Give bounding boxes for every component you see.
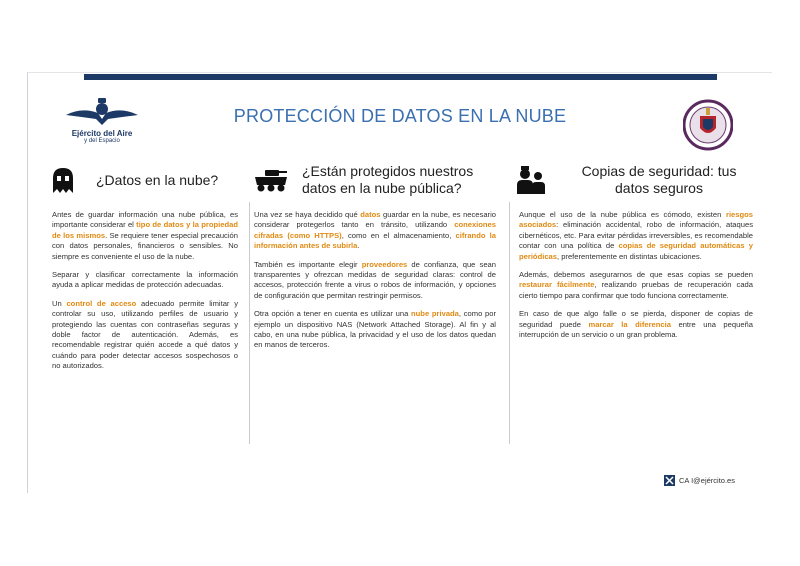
paragraph [519, 309, 753, 340]
column-1-title: ¿Datos en la nube? [96, 171, 219, 188]
column-3-body [519, 210, 753, 348]
body-text: Una vez se haya decidido qué [254, 210, 361, 219]
highlight-text: control de acceso [66, 298, 137, 308]
body-text: Otra opción a tener en cuenta es utilizar una [254, 309, 412, 319]
body-text: , realizando pruebas de recuperación cada cierto tiempo para confirmar que todo funciona correctamente. [519, 280, 753, 300]
body-text: guardar en la nube, es necesario considerar protegerlos tanto en tránsito, utilizando [254, 210, 496, 230]
page-title: PROTECCIÓN DE DATOS EN LA NUBE [233, 106, 567, 126]
ghost-icon [48, 165, 78, 195]
highlight-text: copias de seguridad automáticas y periódicas [519, 241, 753, 261]
highlight-text: conexiones cifradas (como HTTPS) [254, 220, 496, 240]
body-text: Además, debemos asegurarnos de que esas copias se pueden [519, 270, 753, 280]
body-text: . Se requiere tener especial precaución con datos personales, financieros o sensibles. No siempre es conveniente el uso de la nube. [52, 230, 238, 261]
paragraph [519, 210, 753, 262]
column-divider-1 [249, 202, 250, 444]
highlight-text: cifrando la información antes de subirla [254, 230, 496, 251]
body-text: , como en el almacenamiento, [341, 230, 456, 240]
armored-vehicle-icon [252, 165, 290, 195]
column-3-header [516, 163, 756, 197]
paragraph [254, 210, 496, 252]
user-group-icon [516, 164, 548, 196]
column-1-body [52, 210, 238, 380]
body-text: También es importante elegir [254, 259, 362, 269]
body-text: : eliminación accidental, robo de información, ataques cibernéticos, etc. Para evitar pérdidas irreversibles, es recomendable contar con una política de [519, 220, 753, 251]
body-text: de confianza, que sean transparentes y ofrezcan medidas de seguridad claras: control de accesos, protección frente a virus o robos de información, y opciones de configuración que permitan restringir permisos. [254, 259, 496, 300]
paragraph [519, 270, 753, 301]
highlight-text: tipo de datos y la propiedad de los mismos [52, 220, 238, 240]
seal-icon [683, 98, 733, 152]
logo-line2: y del Espacio [84, 138, 120, 144]
ciber-logo-icon [664, 475, 675, 486]
body-text: , preferentemente en distintas ubicaciones. [556, 251, 702, 261]
body-text: entre una pequeña interrupción de un servicio o un gran problema. [519, 319, 753, 340]
column-divider-2 [509, 202, 510, 444]
body-text: adecuado permite limitar y controlar su uso, utilizando perfiles de usuario y protegiendo las cuentas con contraseñas seguras y doble factor de autenticación. Además, es recomendable registrar quién accede a qué datos y cuándo para poder detectar accesos sospechosos o no autorizados. [52, 298, 238, 371]
body-text: , como por ejemplo un dispositivo NAS (Network Attached Storage). Al fin y al cabo, en una nube pública, la privacidad y el uso de los datos quedan en manos de terceros. [254, 309, 496, 350]
column-2-title: ¿Están protegidos nuestros datos en la nube pública? [302, 163, 474, 196]
paragraph [52, 299, 238, 372]
column-2-body [254, 210, 496, 359]
air-force-logo [62, 95, 142, 145]
body-text: Un [52, 298, 67, 308]
column-1-header [48, 165, 248, 195]
body-text: Antes de guardar información una nube pública, es importante considerar el [52, 210, 238, 230]
paragraph [254, 260, 496, 302]
footer [664, 475, 735, 486]
highlight-text: restaurar fácilmente [519, 280, 595, 290]
paragraph [254, 309, 496, 351]
ciber-seal [683, 98, 733, 152]
column-2-header [252, 163, 502, 197]
paragraph [52, 270, 238, 291]
highlight-text: datos [360, 210, 381, 219]
body-text: Aunque el uso de la nube pública es cómodo, existen [519, 210, 726, 219]
highlight-text: proveedores [361, 259, 408, 269]
footer-text: CA I@ejército.es [679, 476, 735, 485]
body-text: . [357, 241, 360, 251]
paragraph [52, 210, 238, 262]
body-text: Separar y clasificar correctamente la información ayuda a aplicar medidas de protección adecuadas. [52, 270, 238, 290]
logo-line1: Ejército del Aire [71, 129, 133, 138]
air-force-emblem-icon [62, 95, 142, 129]
highlight-text: nube privada [411, 309, 459, 319]
body-text: En caso de que algo falle o se pierda, disponer de copias de seguridad puede [519, 309, 753, 329]
highlight-text: marcar la diferencia [588, 319, 671, 329]
header-bar [84, 74, 717, 80]
highlight-text: riesgos asociados [519, 210, 753, 230]
column-3-title: Copias de seguridad: tus datos seguros [581, 163, 737, 196]
